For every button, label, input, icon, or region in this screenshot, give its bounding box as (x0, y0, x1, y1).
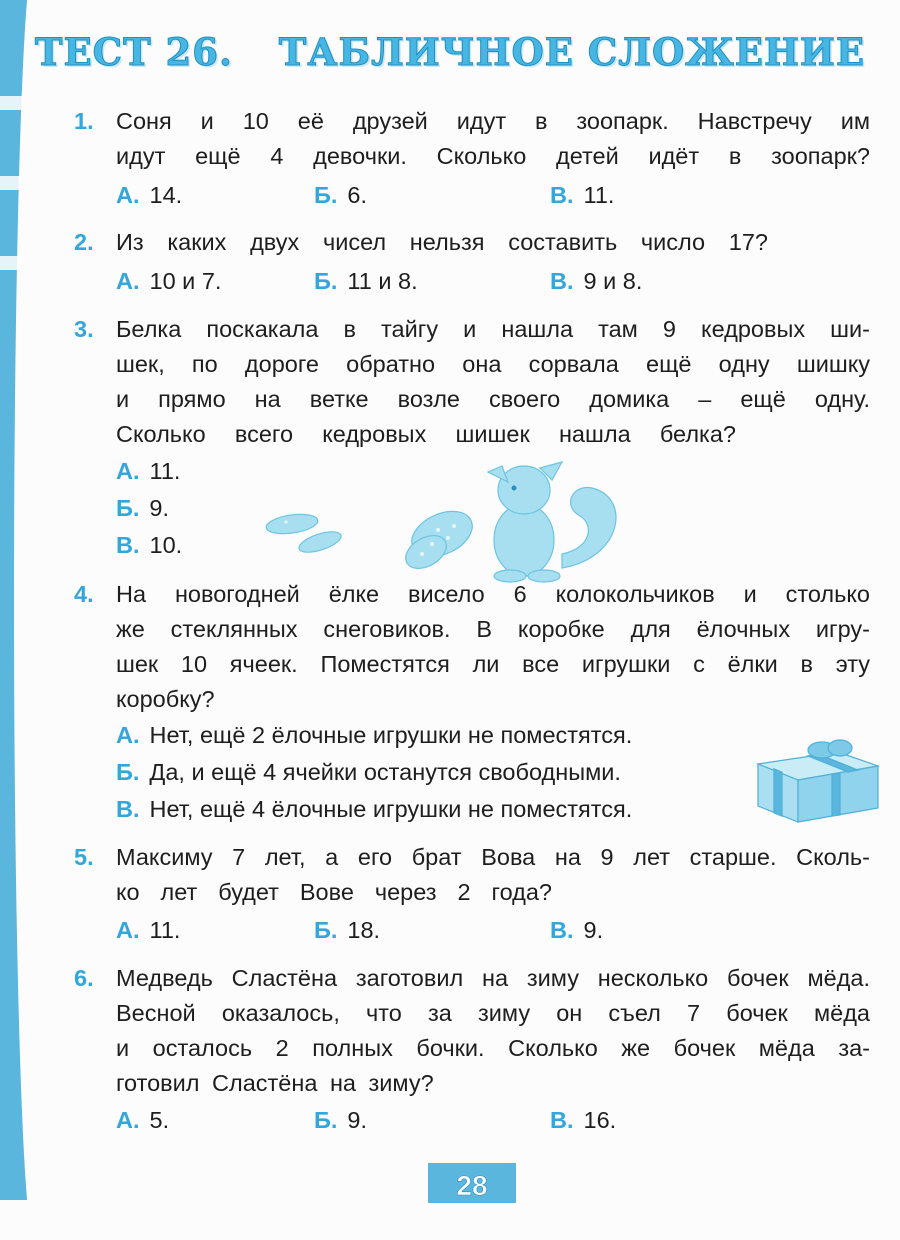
option-c[interactable] (550, 182, 614, 209)
question-3 (74, 312, 870, 452)
question-text-line: ко лет будет Вове через 2 года? (116, 879, 552, 905)
option-c[interactable] (550, 917, 603, 944)
option-text: 9. (583, 917, 604, 943)
option-text: Да, и ещё 4 ячейки останутся свободными. (149, 759, 621, 785)
option-text: 6. (347, 182, 368, 208)
question-text-line: идут ещё 4 девочки. Сколько детей идёт в зоопарк? (116, 143, 870, 169)
pine-cone-icon (297, 528, 344, 557)
gift-box-icon (752, 730, 884, 830)
option-c[interactable] (116, 796, 632, 823)
option-c[interactable] (116, 532, 182, 559)
option-a[interactable] (116, 917, 180, 944)
question-text-line: шек, по дороге обратно она сорвала ещё одну шишку (116, 351, 870, 377)
option-text: 9. (149, 495, 170, 521)
question-text-line: и осталось 2 полных бочки. Сколько же бочек мёда за- (116, 1035, 870, 1061)
question-text-line: Медведь Сластёна заготовил на зиму несколько бочек мёда. (116, 965, 870, 991)
question-text-line: коробку? (116, 686, 215, 712)
option-text: 11 и 8. (347, 268, 418, 294)
question-number: 2. (74, 229, 94, 255)
option-letter: А. (116, 458, 140, 484)
option-text: 18. (347, 917, 381, 943)
option-b[interactable] (314, 1107, 367, 1134)
question-5 (74, 840, 870, 910)
page-number: 28 (428, 1163, 516, 1203)
option-text: 10. (149, 532, 183, 558)
question-text-line: На новогодней ёлке висело 6 колокольчиков и столько (116, 581, 870, 607)
question-text-line: же стеклянных снеговиков. В коробке для ёлочных игру- (116, 616, 870, 642)
left-stripe (0, 176, 22, 190)
question-text-line: Весной оказалось, что за зиму он съел 7 бочек мёда (116, 1000, 870, 1026)
question-number: 6. (74, 965, 94, 991)
option-letter: В. (550, 182, 574, 208)
option-text: Нет, ещё 2 ёлочные игрушки не поместятся. (149, 722, 633, 748)
question-text-line: шек 10 ячеек. Поместятся ли все игрушки с ёлки в эту (116, 651, 870, 677)
option-letter: Б. (116, 759, 140, 785)
option-letter: Б. (314, 268, 338, 294)
option-a[interactable] (116, 458, 180, 485)
option-c[interactable] (550, 1107, 616, 1134)
option-c[interactable] (550, 268, 642, 295)
question-6 (74, 961, 870, 1101)
option-text: 9. (347, 1107, 368, 1133)
option-text: 16. (583, 1107, 617, 1133)
question-text-line: Из каких двух чисел нельзя составить число 17? (116, 229, 768, 255)
option-letter: Б. (314, 182, 338, 208)
question-text-line: Соня и 10 её друзей идут в зоопарк. Навстречу им (116, 108, 870, 134)
option-b[interactable] (314, 917, 380, 944)
option-letter: В. (116, 532, 140, 558)
question-number: 5. (74, 844, 94, 870)
option-letter: В. (550, 1107, 574, 1133)
option-letter: Б. (314, 917, 338, 943)
question-text-line: готовил Сластёна на зиму? (116, 1070, 434, 1096)
option-letter: А. (116, 917, 140, 943)
pine-cone-icon (265, 511, 319, 536)
option-b[interactable] (116, 759, 621, 786)
question-number: 4. (74, 581, 94, 607)
option-letter: А. (116, 268, 140, 294)
option-b[interactable] (116, 495, 169, 522)
option-a[interactable] (116, 182, 182, 209)
option-letter: В. (116, 796, 140, 822)
option-text: 9 и 8. (583, 268, 643, 294)
option-text: 11. (149, 458, 181, 484)
option-b[interactable] (314, 182, 367, 209)
option-a[interactable] (116, 1107, 169, 1134)
question-4 (74, 577, 870, 717)
left-stripe (0, 96, 22, 110)
question-1 (74, 104, 870, 174)
option-letter: А. (116, 182, 140, 208)
option-a[interactable] (116, 268, 221, 295)
question-number: 3. (74, 316, 94, 342)
question-2 (74, 225, 870, 260)
test-topic: ТАБЛИЧНОЕ СЛОЖЕНИЕ (278, 30, 866, 74)
option-letter: Б. (116, 495, 140, 521)
page-title (0, 30, 900, 74)
option-b[interactable] (314, 268, 418, 295)
option-letter: В. (550, 268, 574, 294)
option-text: 11. (583, 182, 615, 208)
option-text: 10 и 7. (149, 268, 222, 294)
left-stripe (0, 256, 22, 270)
question-text-line: Максиму 7 лет, а его брат Вова на 9 лет старше. Сколь- (116, 844, 870, 870)
option-letter: Б. (314, 1107, 338, 1133)
option-text: 5. (149, 1107, 170, 1133)
option-letter: А. (116, 722, 140, 748)
squirrel-icon (262, 458, 642, 588)
question-text-line: и прямо на ветке возле своего домика – ещё одну. (116, 386, 870, 412)
option-a[interactable] (116, 722, 632, 749)
test-number: ТЕСТ 26. (34, 30, 233, 74)
option-letter: А. (116, 1107, 140, 1133)
question-number: 1. (74, 108, 94, 134)
option-letter: В. (550, 917, 574, 943)
option-text: 14. (149, 182, 183, 208)
option-text: 11. (149, 917, 181, 943)
question-text-line: Белка поскакала в тайгу и нашла там 9 кедровых ши- (116, 316, 870, 342)
question-text-line: Сколько всего кедровых шишек нашла белка? (116, 421, 736, 447)
option-text: Нет, ещё 4 ёлочные игрушки не поместятся. (149, 796, 633, 822)
